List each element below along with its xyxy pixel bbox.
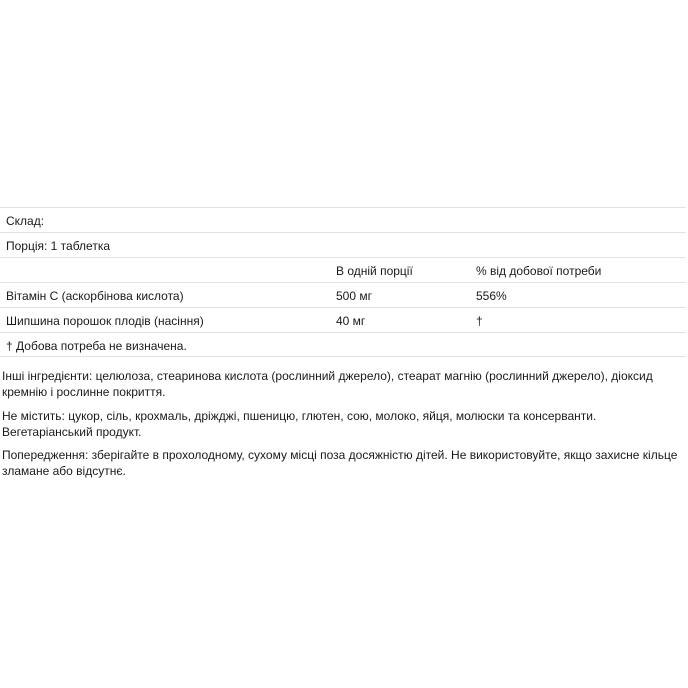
- other-ingredients-text: Інші інгредієнти: целюлоза, стеаринова кислота (рослинний джерело), стеарат магнію (рослинний джерело), діоксид кремнію і рослинне покриття.: [2, 369, 653, 399]
- footnote-row: [0, 332, 686, 357]
- ingredient-amount: 500 мг: [336, 289, 372, 303]
- daily-value-footnote: † Добова потреба не визначена.: [6, 339, 187, 353]
- ingredient-amount: 40 мг: [336, 314, 366, 328]
- header-daily-value: % від добової потреби: [476, 264, 602, 278]
- table-title: Склад:: [6, 214, 45, 228]
- table-row: [0, 282, 686, 307]
- serving-size-row: [0, 232, 686, 257]
- table-row: [0, 307, 686, 332]
- header-amount-per-serving: В одній порції: [336, 264, 413, 278]
- table-header-row: [0, 257, 686, 282]
- supplement-facts-table: [0, 207, 686, 357]
- ingredient-daily-value: 556%: [476, 289, 507, 303]
- ingredient-name: Вітамін С (аскорбінова кислота): [6, 289, 184, 303]
- warning-text: Попередження: зберігайте в прохолодному, сухому місці поза досяжністю дітей. Не використовуйте, якщо захисне кільце зламане або відсутнє.: [2, 448, 678, 478]
- ingredient-name: Шипшина порошок плодів (насіння): [6, 314, 204, 328]
- ingredient-daily-value: †: [476, 314, 483, 328]
- table-title-row: [0, 207, 686, 232]
- serving-size: Порція: 1 таблетка: [6, 239, 111, 253]
- free-of-text: Не містить: цукор, сіль, крохмаль, дріжджі, пшеницю, глютен, сою, молоко, яйця, молюски та консерванти. Вегетаріанський продукт.: [2, 409, 597, 439]
